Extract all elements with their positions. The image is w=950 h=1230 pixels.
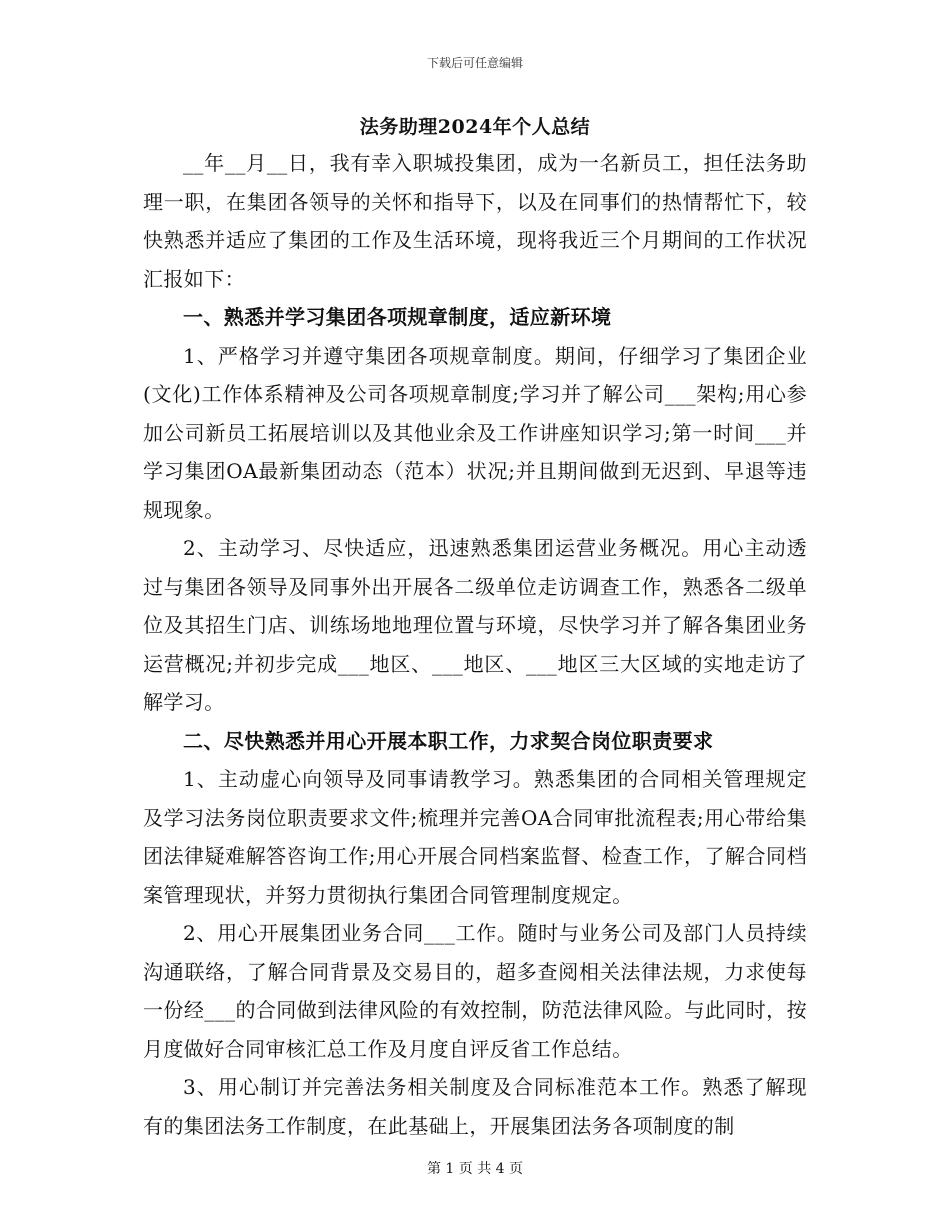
section-2-paragraph-3: 3、用心制订并完善法务相关制度及合同标准范本工作。熟悉了解现有的集团法务工作制度，在此基础上，开展集团法务各项制度的制 (143, 1075, 807, 1138)
section-2-paragraph-1: 1、主动虚心向领导及同事请教学习。熟悉集团的合同相关管理规定及学习法务岗位职责要求文件;梳理并完善OA合同审批流程表;用心带给集团法律疑难解答咨询工作;用心开展合同档案监督、检查工作，了解合同档案管理现状，并努力贯彻执行集团合同管理制度规定。 (143, 767, 807, 907)
section-heading-2: 二、尽快熟悉并用心开展本职工作，力求契合岗位职责要求 (183, 728, 714, 753)
document-title: 法务助理2024年个人总结 (359, 116, 591, 138)
document-body (143, 144, 807, 1145)
section-1-paragraph-1: 1、严格学习并遵守集团各项规章制度。期间，仔细学习了集团企业(文化)工作体系精神及公司各项规章制度;学习并了解公司___架构;用心参加公司新员工拓展培训以及其他业余及工作讲座知识学习;第一时间___并学习集团OA最新集团动态（范本）状况;并且期间做到无迟到、早退等违规现象。 (143, 343, 807, 522)
section-1-paragraph-2: 2、主动学习、尽快适应，迅速熟悉集团运营业务概况。用心主动透过与集团各领导及同事外出开展各二级单位走访调查工作，熟悉各二级单位及其招生门店、训练场地地理位置与环境，尽快学习并了解各集团业务运营概况;并初步完成___地区、___地区、___地区三大区域的实地走访了解学习。 (143, 536, 807, 714)
page-number-footer: 第 1 页 共 4 页 (426, 1161, 524, 1177)
header-note: 下载后可任意编辑 (426, 56, 523, 70)
section-2-paragraph-2: 2、用心开展集团业务合同___工作。随时与业务公司及部门人员持续沟通联络，了解合同背景及交易目的，超多查阅相关法律法规，力求使每一份经___的合同做到法律风险的有效控制，防范法律风险。与此同时，按月度做好合同审核汇总工作及月度自评反省工作总结。 (143, 921, 807, 1061)
intro-paragraph: __年__月__日，我有幸入职城投集团，成为一名新员工，担任法务助理一职，在集团各领导的关怀和指导下，以及在同事们的热情帮忙下，较快熟悉并适应了集团的工作及生活环境，现将我近三个月期间的工作状况汇报如下： (143, 151, 807, 291)
section-heading-1: 一、熟悉并学习集团各项规章制度，适应新环境 (183, 305, 612, 329)
